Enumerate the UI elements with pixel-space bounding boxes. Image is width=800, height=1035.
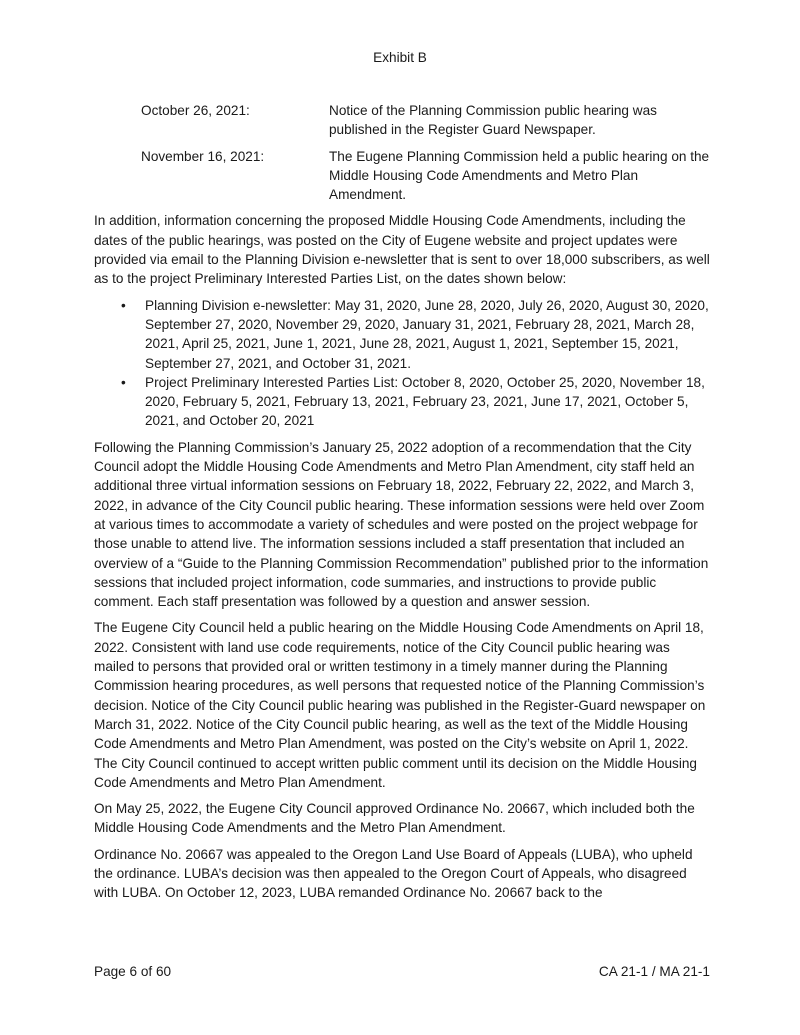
page-header bbox=[0, 48, 800, 67]
timeline-description: Notice of the Planning Commission public hearing was published in the Register Guard Newspaper. bbox=[329, 103, 657, 138]
timeline-entry bbox=[141, 101, 710, 140]
exhibit-label: Exhibit B bbox=[373, 50, 427, 65]
timeline-date: November 16, 2021: bbox=[141, 148, 265, 164]
page-footer bbox=[94, 962, 710, 981]
case-number: CA 21-1 / MA 21-1 bbox=[598, 964, 710, 979]
timeline-date: October 26, 2021: bbox=[141, 103, 250, 118]
bullet-icon: • bbox=[121, 297, 126, 313]
info-sessions-paragraph: Following the Planning Commission’s January 25, 2022 adoption of a recommendation that the City Council adopt the Middle Housing Code Amendments and Metro Plan Amendment, city staff held an additional three virtual information sessions on February 18, 2022, February 22, 2022, and March 3, 2022, in advance of the City Council public hearing. These information sessions were held over Zoom at various times to accommodate a variety of schedules and were posted on the project webpage for those unable to attend live. The information sessions included a staff presentation that included an overview of a “Guide to the Planning Commission Recommendation” published prior to the information sessions that included project information, code summaries, and instructions to provide public comment. Each staff presentation was followed by a question and answer session. bbox=[94, 439, 709, 610]
page-content bbox=[94, 101, 710, 910]
bullet-icon: • bbox=[121, 374, 126, 390]
list-item bbox=[94, 373, 710, 431]
timeline-entry bbox=[141, 147, 710, 205]
appeal-paragraph: Ordinance No. 20667 was appealed to the Oregon Land Use Board of Appeals (LUBA), who upheld the ordinance. LUBA’s decision was then appealed to the Oregon Court of Appeals, who disagreed with LUBA. On October 12, 2023, LUBA remanded Ordinance No. 20667 back to the bbox=[94, 846, 693, 901]
intro-paragraph: In addition, information concerning the proposed Middle Housing Code Amendments, including the dates of the public hearings, was posted on the City of Eugene website and project updates were provided via email to the Planning Division e-newsletter that is sent to over 18,000 subscribers, as well as to the project Preliminary Interested Parties List, on the dates shown below: bbox=[94, 213, 710, 287]
list-item-text: Planning Division e-newsletter: May 31, 2020, June 28, 2020, July 26, 2020, August 30, 2020, September 27, 2020, November 29, 2020, January 31, 2021, February 28, 2021, March 28, 2021, April 25, 2021, June 1, 2021, June 28, 2021, August 1, 2021, September 15, 2021, September 27, 2021, and October 31, 2021. bbox=[145, 297, 709, 371]
page-number: Page 6 of 60 bbox=[94, 964, 172, 979]
timeline-description: The Eugene Planning Commission held a public hearing on the Middle Housing Code Amendments and Metro Plan Amendment. bbox=[329, 148, 710, 203]
notification-date-list bbox=[94, 296, 710, 431]
ordinance-approval-paragraph: On May 25, 2022, the Eugene City Council approved Ordinance No. 20667, which included both the Middle Housing Code Amendments and the Metro Plan Amendment. bbox=[94, 801, 695, 836]
list-item-text: Project Preliminary Interested Parties List: October 8, 2020, October 25, 2020, November 18, 2020, February 5, 2021, February 13, 2021, February 23, 2021, June 17, 2021, October 5, 2021, and October 20, 2021 bbox=[145, 374, 705, 429]
list-item bbox=[94, 296, 710, 373]
council-hearing-paragraph: The Eugene City Council held a public hearing on the Middle Housing Code Amendments on April 18, 2022. Consistent with land use code requirements, notice of the City Council public hearing was mailed to persons that provided oral or written testimony in a timely manner during the Planning Commission hearing procedures, as well persons that requested notice of the Planning Commission’s decision. Notice of the City Council public hearing was published in the Register-Guard newspaper on March 31, 2022. Notice of the City Council public hearing, as well as the text of the Middle Housing Code Amendments and Metro Plan Amendment, was posted on the City’s website on April 1, 2022. The City Council continued to accept written public comment until its decision on the Middle Housing Code Amendments and Metro Plan Amendment. bbox=[94, 620, 706, 790]
